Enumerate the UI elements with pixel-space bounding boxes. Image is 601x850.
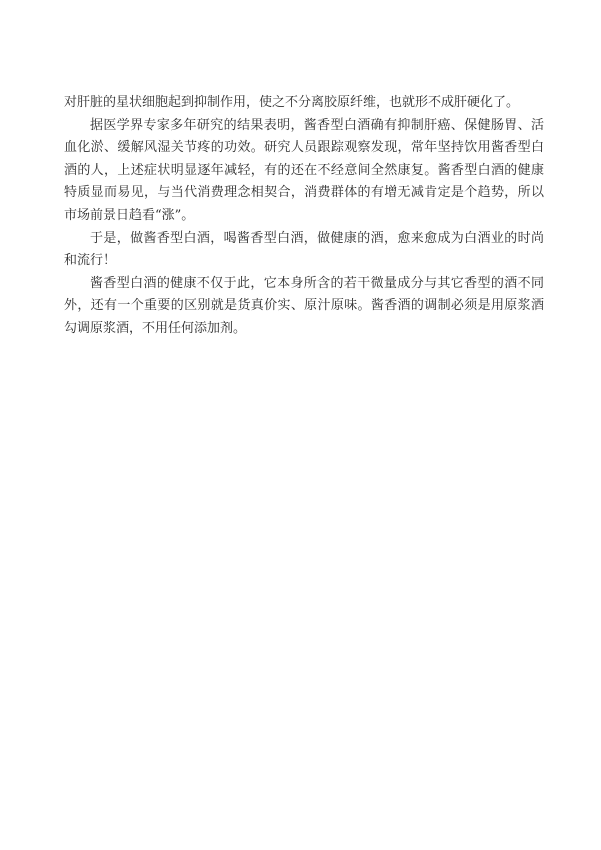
body-text bbox=[64, 92, 544, 341]
paragraph-authenticity: 酱香型白酒的健康不仅于此，它本身所含的若干微量成分与其它香型的酒不同外，还有一个重要的区别就是货真价实、原汁原味。酱香酒的调制必须是用原浆酒勾调原浆酒，不用任何添加剂。 bbox=[64, 275, 544, 336]
paragraph-trend: 于是，做酱香型白酒，喝酱香型白酒，做健康的酒，愈来愈成为白酒业的时尚和流行！ bbox=[64, 230, 544, 269]
paragraph-liver-effect: 对肝脏的星状细胞起到抑制作用，使之不分离胶原纤维，也就形不成肝硬化了。 bbox=[64, 95, 520, 110]
paragraph-research-findings: 据医学界专家多年研究的结果表明，酱香型白酒确有抑制肝癌、保健肠胃、活血化淤、缓解风湿关节疼的功效。研究人员跟踪观察发现，常年坚持饮用酱香型白酒的人，上述症状明显逐年减轻，有的还在不经意间全然康复。酱香型白酒的健康特质显而易见，与当代消费理念相契合，消费群体的有增无减肯定是个趋势，所以市场前景日趋看“涨”。 bbox=[64, 117, 544, 223]
